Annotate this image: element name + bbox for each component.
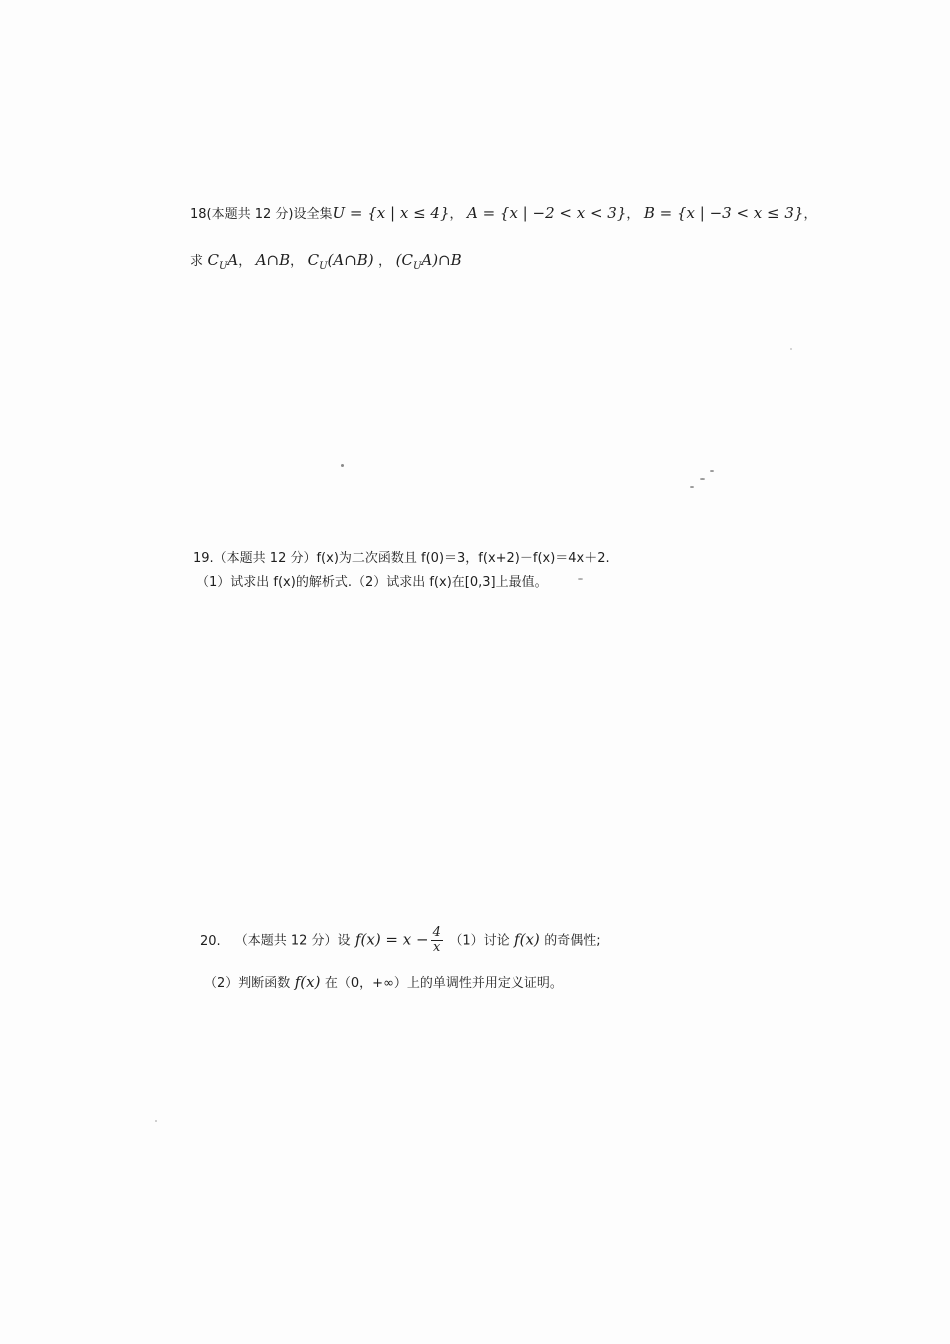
scan-speck	[710, 470, 714, 472]
scan-speck	[790, 348, 792, 350]
q18-prefix: 18(本题共 12 分)设全集	[190, 207, 333, 222]
q20-line1	[200, 926, 601, 955]
q18-line1	[190, 203, 816, 225]
q18-expr3-tail: (A∩B)	[327, 251, 374, 269]
q18-expr4-tail: A)∩B	[421, 251, 462, 269]
q18-expr1-c: C	[207, 251, 219, 269]
q18-sep2: ，	[626, 207, 640, 222]
q18-expr2: A∩B	[255, 251, 291, 269]
q20-frac-num: 4	[432, 925, 441, 940]
q18-expr3-sub: U	[319, 261, 328, 272]
scan-speck	[700, 478, 705, 480]
q20-func-def: f(x) = x −	[354, 930, 429, 949]
q18-expr4-head: (C	[395, 251, 413, 269]
q20-func-name1: f(x)	[514, 930, 540, 949]
q18-expr3-c: C	[307, 251, 320, 269]
q20-number: 20.	[200, 933, 221, 949]
q20-frac-den: x	[433, 940, 441, 955]
scan-speck	[155, 1120, 157, 1122]
q20-part1-tail: 的奇偶性;	[544, 933, 601, 949]
scan-speck	[578, 578, 583, 580]
q18-sep4: ，	[238, 254, 252, 269]
q18-sep6: ，	[378, 254, 392, 269]
q18-expr4	[395, 251, 462, 272]
q19-line1: 19.（本题共 12 分）f(x)为二次函数且 f(0)＝3，f(x+2)－f(x)＝4x＋2.	[193, 551, 610, 566]
q18-expr3	[307, 251, 374, 272]
q18-set-a: A = {x | −2 < x < 3}	[466, 204, 627, 222]
q18-line2	[190, 250, 462, 277]
q18-set-u: U = {x | x ≤ 4}	[332, 204, 450, 222]
q18-sep3: ，	[803, 207, 817, 222]
q20-part2-head: （2）判断函数	[204, 976, 291, 991]
q20-fraction	[431, 926, 443, 955]
q18-expr1	[207, 251, 239, 272]
q18-set-b: B = {x | −3 < x ≤ 3}	[643, 204, 804, 222]
q18-expr4-sub: U	[412, 261, 422, 272]
q18-expr1-sub: U	[218, 261, 228, 272]
q18-expr1-tail: A	[227, 251, 239, 269]
q18-ask: 求	[190, 254, 204, 269]
scan-speck	[690, 486, 694, 488]
q20-intro: （本题共 12 分）设	[234, 933, 351, 949]
scan-speck	[341, 464, 344, 467]
q20-line2	[204, 972, 563, 994]
q20-part1: （1）讨论	[449, 933, 510, 949]
q18-sep1: ，	[449, 207, 463, 222]
q19-line2: （1）试求出 f(x)的解析式.（2）试求出 f(x)在[0,3]上最值。	[196, 575, 548, 590]
q20-func-name2: f(x)	[294, 973, 321, 991]
q18-sep5: ，	[290, 254, 304, 269]
q20-part2-tail: 在（0，+∞）上的单调性并用定义证明。	[324, 976, 563, 991]
